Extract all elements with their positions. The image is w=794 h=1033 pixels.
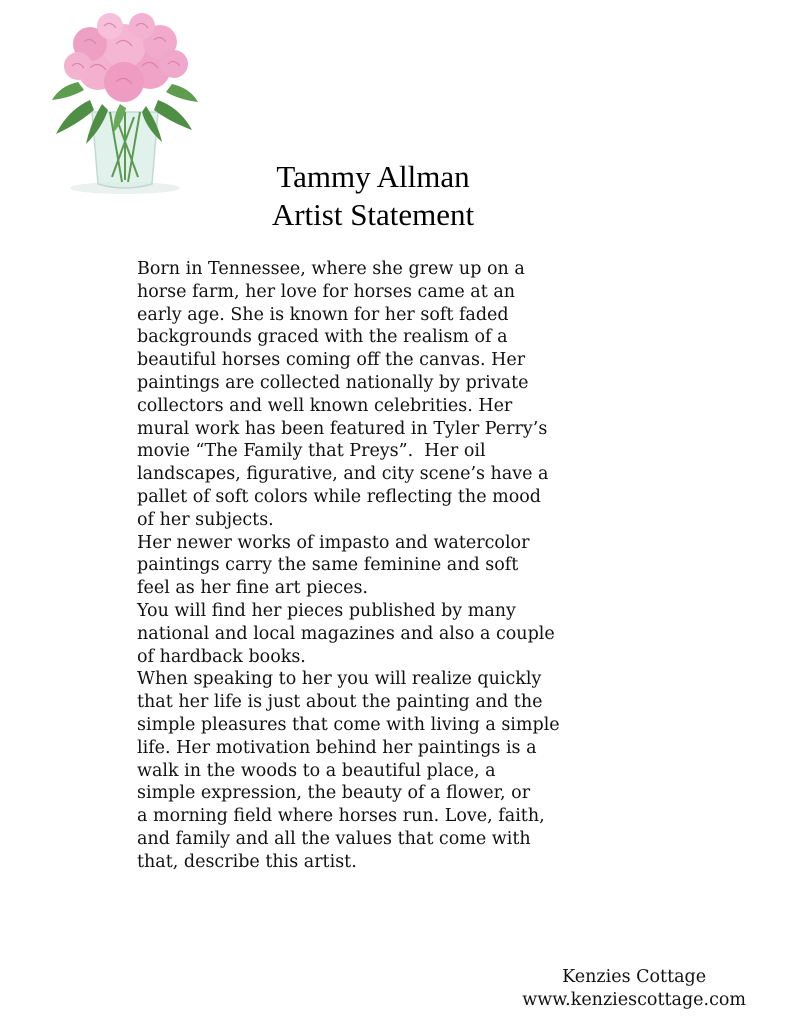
statement-line: a morning field where horses run. Love, faith, [137, 806, 545, 827]
statement-line: simple expression, the beauty of a flower, or [137, 783, 531, 804]
statement-line: of her subjects. [137, 509, 274, 530]
statement-line: early age. She is known for her soft faded [137, 304, 509, 325]
statement-line: horse farm, her love for horses came at an [137, 281, 516, 302]
statement-line: national and local magazines and also a couple [137, 623, 555, 644]
statement-line: life. Her motivation behind her paintings is a [137, 737, 537, 758]
artist-name: Tammy Allman [276, 159, 470, 194]
page-title [0, 158, 746, 234]
statement-line: feel as her fine art pieces. [137, 578, 368, 599]
statement-line: backgrounds graced with the realism of a [137, 327, 508, 348]
artist-statement-body [137, 258, 657, 874]
statement-line: simple pleasures that come with living a simple [137, 714, 560, 735]
statement-line: beautiful horses coming off the canvas. Her [137, 350, 526, 371]
statement-line: collectors and well known celebrities. Her [137, 395, 513, 416]
business-name: Kenzies Cottage [562, 967, 707, 987]
statement-line: of hardback books. [137, 646, 306, 667]
statement-line: When speaking to her you will realize quickly [137, 669, 542, 690]
statement-line: You will find her pieces published by many [137, 600, 516, 621]
statement-line: that her life is just about the painting and the [137, 692, 543, 713]
statement-line: paintings are collected nationally by private [137, 372, 529, 393]
statement-heading: Artist Statement [271, 197, 475, 232]
statement-line: and family and all the values that come with [137, 828, 531, 849]
statement-line: pallet of soft colors while reflecting the mood [137, 486, 541, 507]
statement-line: paintings carry the same feminine and soft [137, 555, 519, 576]
statement-line: that, describe this artist. [137, 851, 357, 872]
website-url: www.kenziescottage.com [522, 989, 746, 1010]
footer [522, 966, 746, 1011]
statement-line: movie “The Family that Preys”. Her oil [137, 441, 486, 462]
statement-line: mural work has been featured in Tyler Perry’s [137, 418, 548, 439]
statement-line: walk in the woods to a beautiful place, a [137, 760, 496, 781]
statement-line: Her newer works of impasto and watercolor [137, 532, 530, 553]
statement-line: Born in Tennessee, where she grew up on a [137, 259, 525, 279]
statement-line: landscapes, figurative, and city scene’s have a [137, 464, 549, 485]
